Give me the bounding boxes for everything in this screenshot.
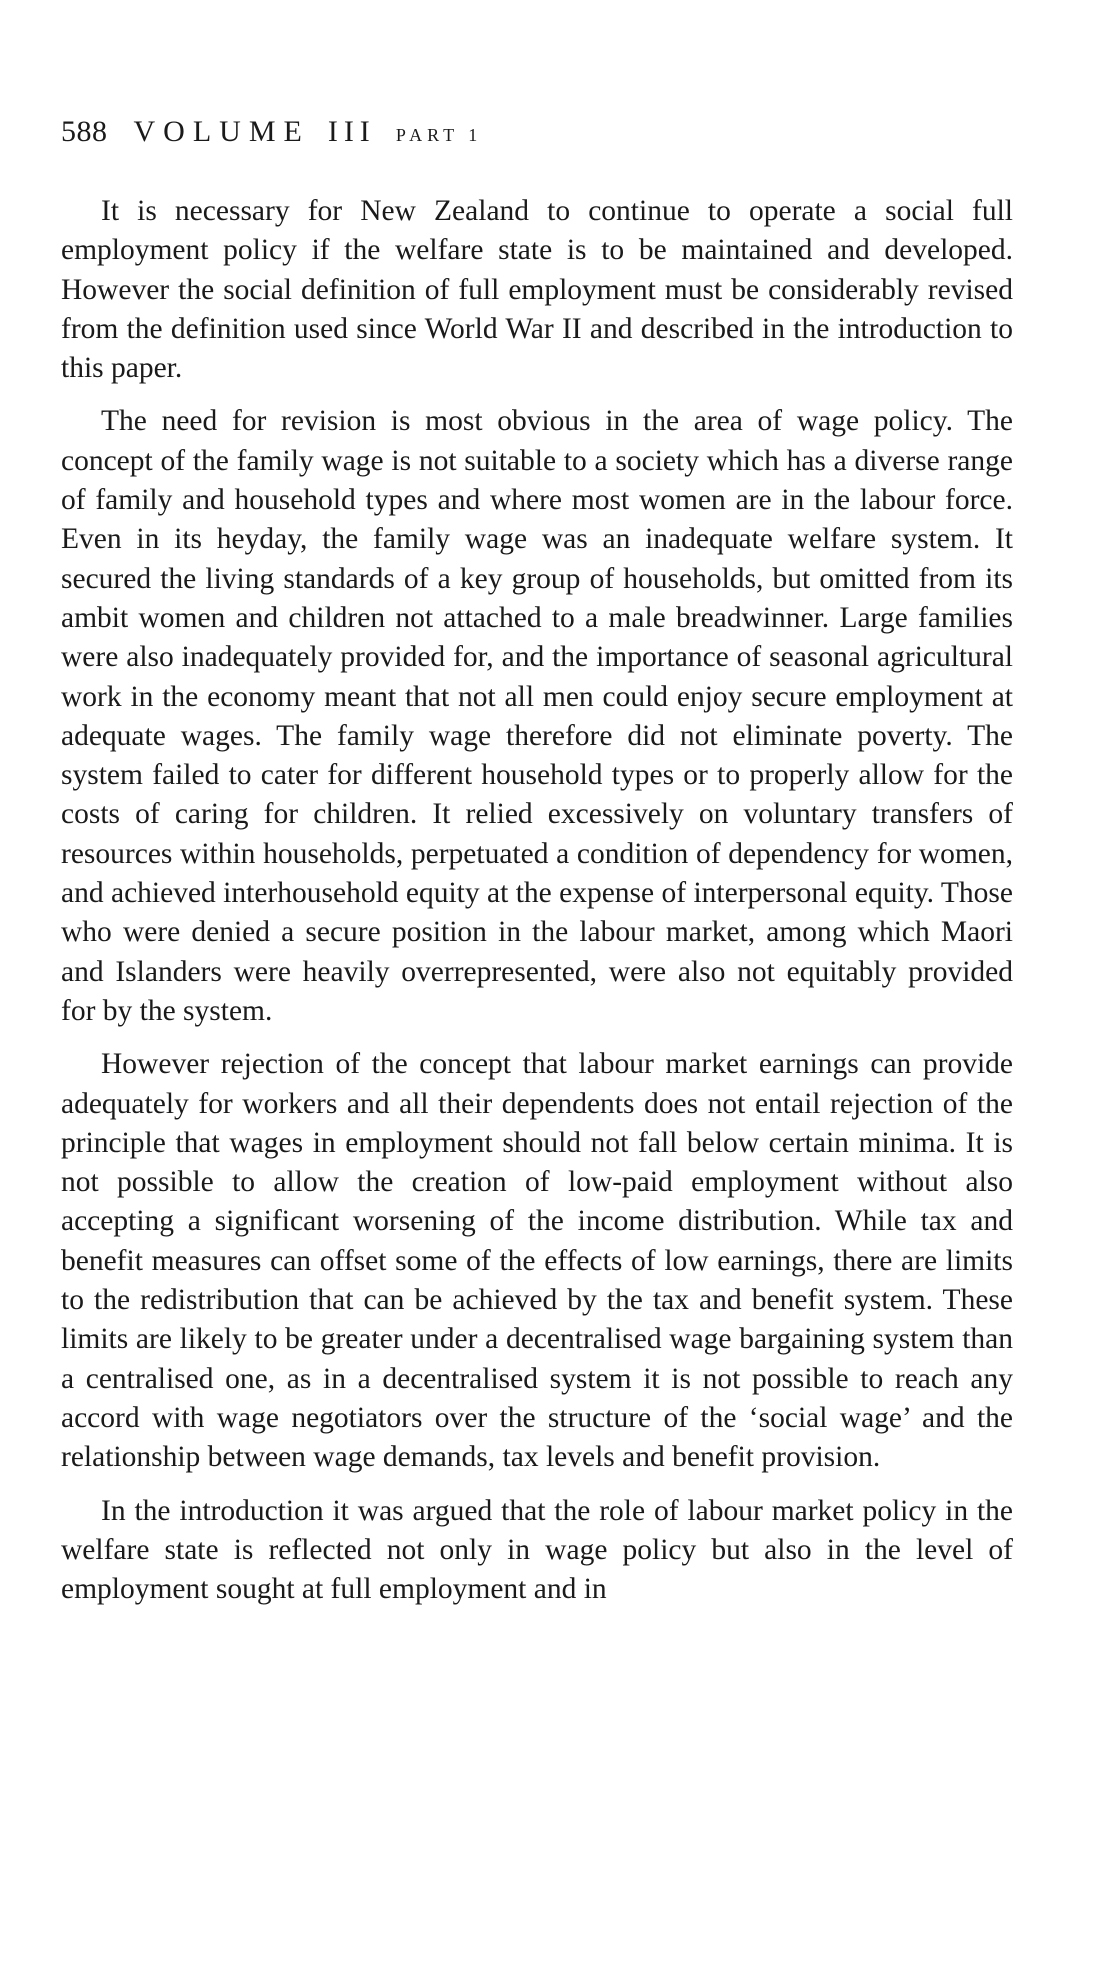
paragraph-3: However rejection of the concept that labour market earnings can provide adequately for workers and all their dependents does not entail rejection of the principle that wages in employment should not fall below certain minima. It is not possible to allow the creation of low-paid employment without also accepting a significant worsening of the income distribution. While tax and benefit measures can offset some of the effects of low earnings, there are limits to the redistribution that can be achieved by the tax and benefit system. These limits are likely to be greater under a decentralised wage bargaining system than a centralised one, as in a decentralised system it is not possible to reach any accord with wage negotiators over the structure of the ‘social wage’ and the relationship between wage demands, tax levels and benefit provision. (61, 1048, 1013, 1474)
part-label: PART 1 (395, 125, 483, 145)
paragraph-1: It is necessary for New Zealand to continue to operate a social full employment policy if the welfare state is to be maintained and developed. However the social definition of full employment must be considerably revised from the definition used since World War II and described in the introduction to this paper. (61, 195, 1013, 385)
volume-label: VOLUME (133, 115, 310, 148)
document-page (61, 112, 1013, 1623)
paragraph-2: The need for revision is most obvious in the area of wage policy. The concept of the family wage is not suitable to a society which has a diverse range of family and household types and where most women are in the labour force. Even in its heyday, the family wage was an inadequate welfare system. It secured the living standards of a key group of households, but omitted from its ambit women and children not attached to a male breadwinner. Large families were also inadequately provided for, and the importance of seasonal agricultural work in the economy meant that not all men could enjoy secure employment at adequate wages. The family wage therefore did not eliminate poverty. The system failed to cater for different household types or to properly allow for the costs of caring for children. It relied excessively on voluntary transfers of resources within households, perpetuated a condition of dependency for women, and achieved interhousehold equity at the expense of interpersonal equity. Those who were denied a secure position in the labour market, among which Maori and Islanders were heavily overrepresented, were also not equitably provided for by the system. (61, 405, 1013, 1027)
page-number: 588 (61, 115, 108, 148)
running-header (61, 112, 1013, 152)
paragraph-4: In the introduction it was argued that the role of labour market policy in the welfare state is reflected not only in wage policy but also in the level of employment sought at full employment and in (61, 1494, 1013, 1606)
body-text (61, 192, 1013, 1609)
volume-number: III (327, 115, 376, 148)
